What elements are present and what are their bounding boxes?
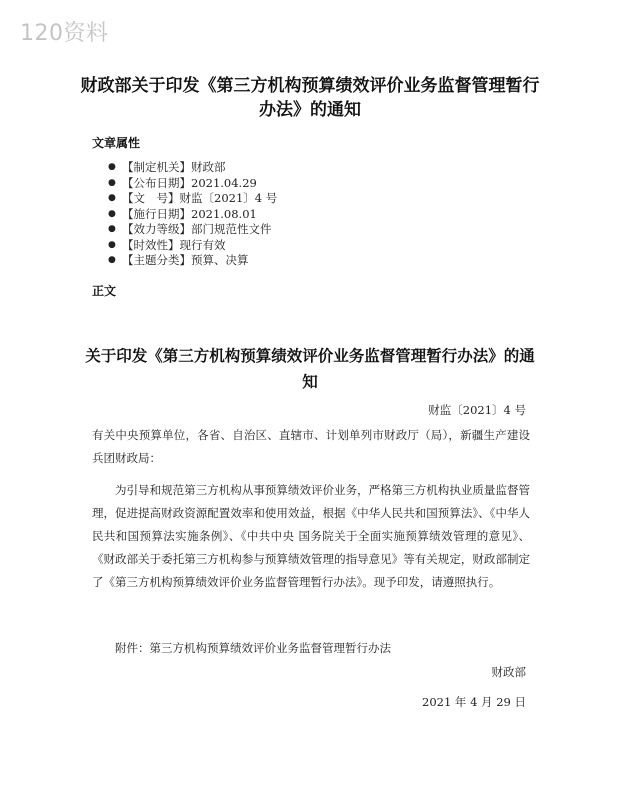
- list-item: [108, 176, 277, 192]
- notice-title: 关于印发《第三方机构预算绩效评价业务监督管理暂行办法》的通知: [85, 347, 535, 391]
- attribute-publish-date: 【公布日期】2021.04.29: [122, 175, 257, 190]
- issue-date: 2021 年 4 月 29 日: [422, 695, 526, 709]
- bullet-icon: ●: [108, 208, 116, 219]
- list-item: [108, 207, 277, 223]
- bullet-icon: ●: [108, 162, 116, 172]
- attribute-effective-date: 【施行日期】2021.08.01: [122, 206, 257, 221]
- attribute-level: 【效力等级】部门规范性文件: [122, 222, 272, 236]
- attributes-list: [108, 160, 277, 269]
- watermark: 120资料: [20, 21, 109, 46]
- recipients: 有关中央预算单位，各省、自治区、直辖市、计划单列市财政厅（局），新疆生产建设兵团财政局：: [92, 428, 530, 465]
- signatory: 财政部: [491, 665, 526, 679]
- attribute-category: 【主题分类】预算、决算: [122, 253, 249, 267]
- list-item: [108, 253, 277, 269]
- doc-number: 财监〔2021〕4 号: [428, 403, 526, 417]
- bullet-icon: ●: [108, 193, 116, 203]
- bullet-icon: ●: [108, 177, 116, 188]
- attributes-heading: 文章属性: [92, 136, 141, 150]
- attribute-validity: 【时效性】现行有效: [122, 237, 226, 252]
- page-title: 财政部关于印发《第三方机构预算绩效评价业务监督管理暂行办法》的通知: [80, 76, 540, 120]
- bullet-icon: ●: [108, 255, 116, 265]
- attribute-issuer: 【制定机关】财政部: [122, 160, 226, 174]
- bullet-icon: ●: [108, 224, 116, 234]
- list-item: [108, 160, 277, 176]
- list-item: [108, 222, 277, 238]
- attribute-doc-number: 【文 号】财监〔2021〕4 号: [122, 191, 278, 205]
- list-item: [108, 238, 277, 254]
- list-item: [108, 191, 277, 207]
- bullet-icon: ●: [108, 239, 116, 250]
- body-heading: 正文: [92, 284, 117, 298]
- main-paragraph: 为引导和规范第三方机构从事预算绩效评价业务，严格第三方机构执业质量监督管理，促进提高财政资源配置效率和使用效益，根据《中华人民共和国预算法》、《中华人民共和国预算法实施条例》、《中共中央 国务院关于全面实施预算绩效管理的意见》、《财政部关于委托第三方机构参与预算绩效管理的指导意见》等有关规定，财政部制定了《第三方机构预算绩效评价业务监督管理暂行办法》。现予印发，请遵照执行。: [92, 483, 530, 589]
- attachment-line: 附件：第三方机构预算绩效评价业务监督管理暂行办法: [115, 641, 391, 655]
